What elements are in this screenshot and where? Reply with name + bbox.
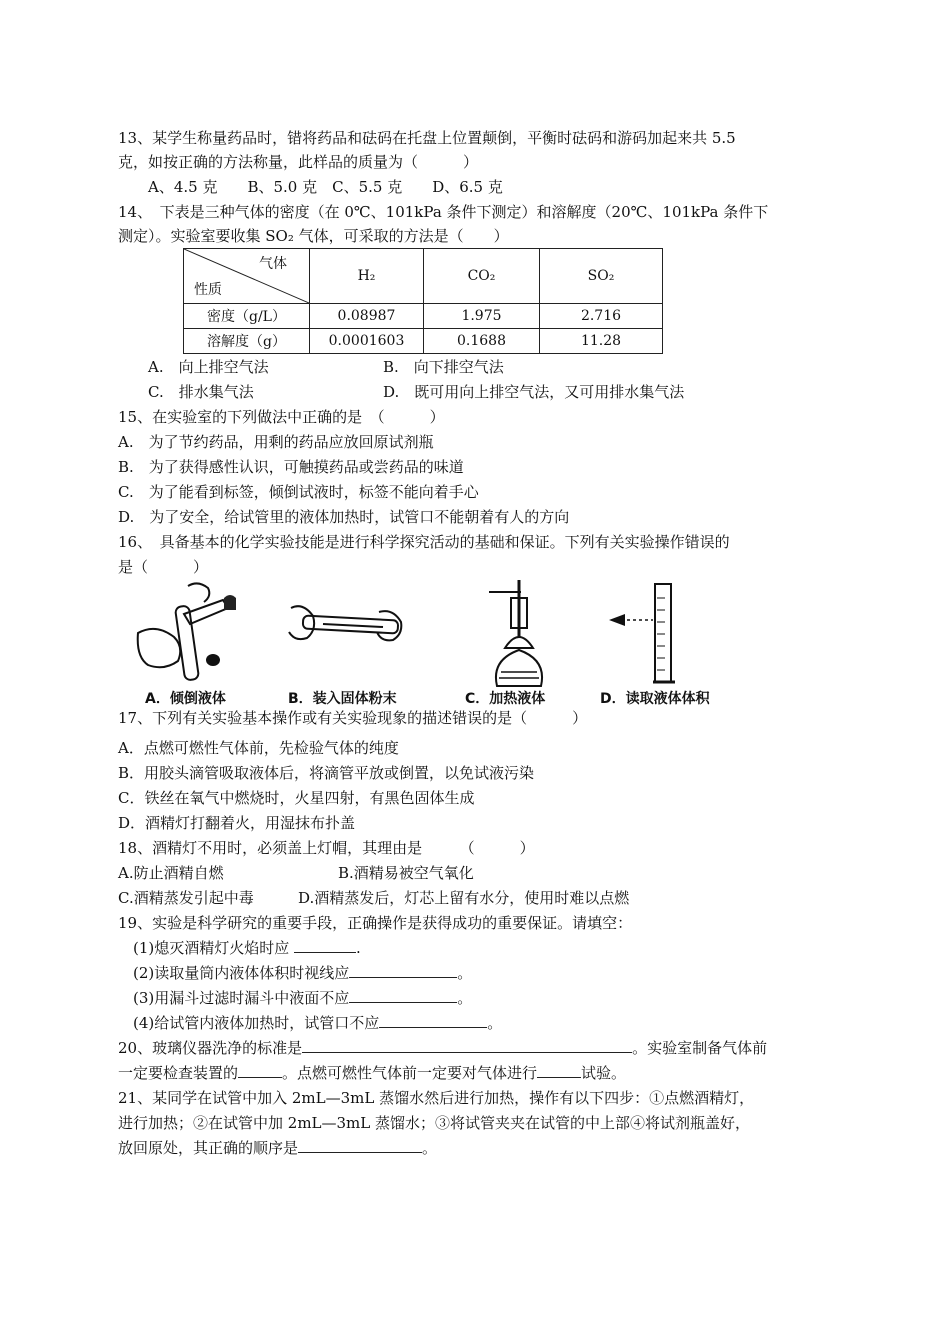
q19-item-1-text: (1)熄灭酒精灯火焰时应 bbox=[133, 939, 290, 957]
table-diagonal-header bbox=[184, 249, 310, 304]
q19-item-3 bbox=[133, 988, 472, 1008]
cell: 1.975 bbox=[424, 304, 540, 329]
q20-text-d: 。点燃可燃性气体前一定要对气体进行 bbox=[282, 1064, 538, 1082]
q15-stem: 15、在实验室的下列做法中正确的是 （ ） bbox=[118, 408, 445, 426]
q14-option-a: A. 向上排空气法 bbox=[148, 358, 269, 376]
gas-h2: H₂ bbox=[310, 249, 424, 304]
gas-so2: SO₂ bbox=[540, 249, 663, 304]
q19-item-1 bbox=[133, 938, 361, 958]
q19-item-2-text: (2)读取量筒内液体体积时视线应 bbox=[133, 964, 350, 982]
q19-item-3-end: 。 bbox=[457, 989, 473, 1007]
table-row bbox=[184, 304, 663, 329]
q18-option-d: D.酒精蒸发后，灯芯上留有水分，使用时难以点燃 bbox=[298, 889, 630, 907]
q15-option-c: C. 为了能看到标签，倾倒试液时，标签不能向着手心 bbox=[118, 483, 479, 501]
q17-option-b: B．用胶头滴管吸取液体后，将滴管平放或倒置，以免试液污染 bbox=[118, 764, 535, 782]
figure-reading-cylinder bbox=[605, 578, 685, 688]
q16-line2: 是（ ） bbox=[118, 558, 209, 576]
q18-option-c: C.酒精蒸发引起中毒 bbox=[118, 889, 254, 907]
row-label: 密度（g/L） bbox=[184, 304, 310, 329]
caption-b: B．装入固体粉末 bbox=[288, 691, 397, 707]
row-label: 溶解度（g） bbox=[184, 329, 310, 354]
cell: 0.0001603 bbox=[310, 329, 424, 354]
q20-text-b: 。实验室制备气体前 bbox=[632, 1039, 768, 1057]
q21-line1: 21、某同学在试管中加入 2mL—3mL 蒸馏水然后进行加热，操作有以下四步：①点燃酒精灯， bbox=[118, 1089, 755, 1107]
q15-option-b: B. 为了获得感性认识，可触摸药品或尝药品的味道 bbox=[118, 458, 464, 476]
q19-item-2-end: 。 bbox=[457, 964, 473, 982]
q19-stem: 19、实验是科学研究的重要手段，正确操作是获得成功的重要保证。请填空： bbox=[118, 914, 633, 932]
q17-option-d: D．酒精灯打翻着火，用湿抹布扑盖 bbox=[118, 814, 356, 832]
q21-line3 bbox=[118, 1138, 437, 1158]
q15-option-d: D. 为了安全，给试管里的液体加热时，试管口不能朝着有人的方向 bbox=[118, 508, 570, 526]
q14-line2: 测定）。实验室要收集 SO₂ 气体，可采取的方法是（ ） bbox=[118, 227, 509, 245]
answer-blank[interactable] bbox=[379, 1013, 487, 1028]
q20-text-a: 20、玻璃仪器洗净的标准是 bbox=[118, 1039, 303, 1057]
answer-blank[interactable] bbox=[298, 1138, 422, 1153]
figure-heating-liquid bbox=[475, 578, 565, 688]
answer-blank[interactable] bbox=[294, 938, 356, 953]
table-row bbox=[184, 329, 663, 354]
q19-item-4-end: 。 bbox=[487, 1014, 503, 1032]
answer-blank[interactable] bbox=[537, 1063, 581, 1078]
q18-stem: 18、酒精灯不用时，必须盖上灯帽，其理由是 （ ） bbox=[118, 839, 535, 857]
q21-line2: 进行加热；②在试管中加 2mL—3mL 蒸馏水；③将试管夹夹在试管的中上部④将试剂瓶盖好， bbox=[118, 1114, 750, 1132]
q13-line2: 克，如按正确的方法称量，此样品的质量为（ ） bbox=[118, 153, 479, 171]
caption-a: A．倾倒液体 bbox=[145, 691, 226, 707]
header-property: 性质 bbox=[194, 282, 222, 298]
figure-pouring-liquid bbox=[128, 578, 248, 688]
q20-text-e: 试验。 bbox=[581, 1064, 627, 1082]
q19-item-4 bbox=[133, 1013, 502, 1033]
q15-option-a: A. 为了节约药品，用剩的药品应放回原试剂瓶 bbox=[118, 433, 434, 451]
q14-option-d: D. 既可用向上排空气法，又可用排水集气法 bbox=[383, 383, 685, 401]
q14-line1: 14、 下表是三种气体的密度（在 0℃、101kPa 条件下测定）和溶解度（20℃、101kPa 条件下 bbox=[118, 203, 769, 221]
cell: 0.1688 bbox=[424, 329, 540, 354]
q21-line3-text: 放回原处，其正确的顺序是 bbox=[118, 1139, 299, 1157]
answer-blank[interactable] bbox=[302, 1038, 632, 1053]
q16-line1: 16、 具备基本的化学实验技能是进行科学探究活动的基础和保证。下列有关实验操作错误的 bbox=[118, 533, 730, 551]
q18-option-b: B.酒精易被空气氧化 bbox=[338, 864, 474, 882]
cell: 11.28 bbox=[540, 329, 663, 354]
gas-property-table bbox=[183, 248, 663, 354]
q17-option-c: C．铁丝在氧气中燃烧时，火星四射，有黑色固体生成 bbox=[118, 789, 475, 807]
q14-option-b: B. 向下排空气法 bbox=[383, 358, 504, 376]
q13-line1: 13、某学生称量药品时，错将药品和砝码在托盘上位置颠倒，平衡时砝码和游码加起来共 5.5 bbox=[118, 129, 736, 147]
q19-item-2 bbox=[133, 963, 472, 983]
q19-item-1-end: . bbox=[356, 939, 361, 957]
q19-item-3-text: (3)用漏斗过滤时漏斗中液面不应 bbox=[133, 989, 350, 1007]
caption-c: C．加热液体 bbox=[465, 691, 546, 707]
q17-stem: 17、下列有关实验基本操作或有关实验现象的描述错误的是（ ） bbox=[118, 709, 588, 727]
q14-option-c: C. 排水集气法 bbox=[148, 383, 254, 401]
cell: 0.08987 bbox=[310, 304, 424, 329]
q13-options: A、4.5 克 B、5.0 克 C、5.5 克 D、6.5 克 bbox=[148, 178, 503, 196]
gas-co2: CO₂ bbox=[424, 249, 540, 304]
q20-text-c: 一定要检查装置的 bbox=[118, 1064, 239, 1082]
answer-blank[interactable] bbox=[238, 1063, 282, 1078]
q18-option-a: A.防止酒精自燃 bbox=[118, 864, 224, 882]
cell: 2.716 bbox=[540, 304, 663, 329]
caption-d: D．读取液体体积 bbox=[600, 691, 710, 707]
q19-item-4-text: (4)给试管内液体加热时，试管口不应 bbox=[133, 1014, 380, 1032]
q17-option-a: A．点燃可燃性气体前，先检验气体的纯度 bbox=[118, 739, 399, 757]
answer-blank[interactable] bbox=[349, 988, 457, 1003]
answer-blank[interactable] bbox=[349, 963, 457, 978]
q20-line1 bbox=[118, 1038, 767, 1058]
q20-line2 bbox=[118, 1063, 626, 1083]
figure-adding-powder bbox=[283, 578, 413, 678]
header-gas: 气体 bbox=[259, 256, 287, 272]
q21-line3-end: 。 bbox=[422, 1139, 438, 1157]
